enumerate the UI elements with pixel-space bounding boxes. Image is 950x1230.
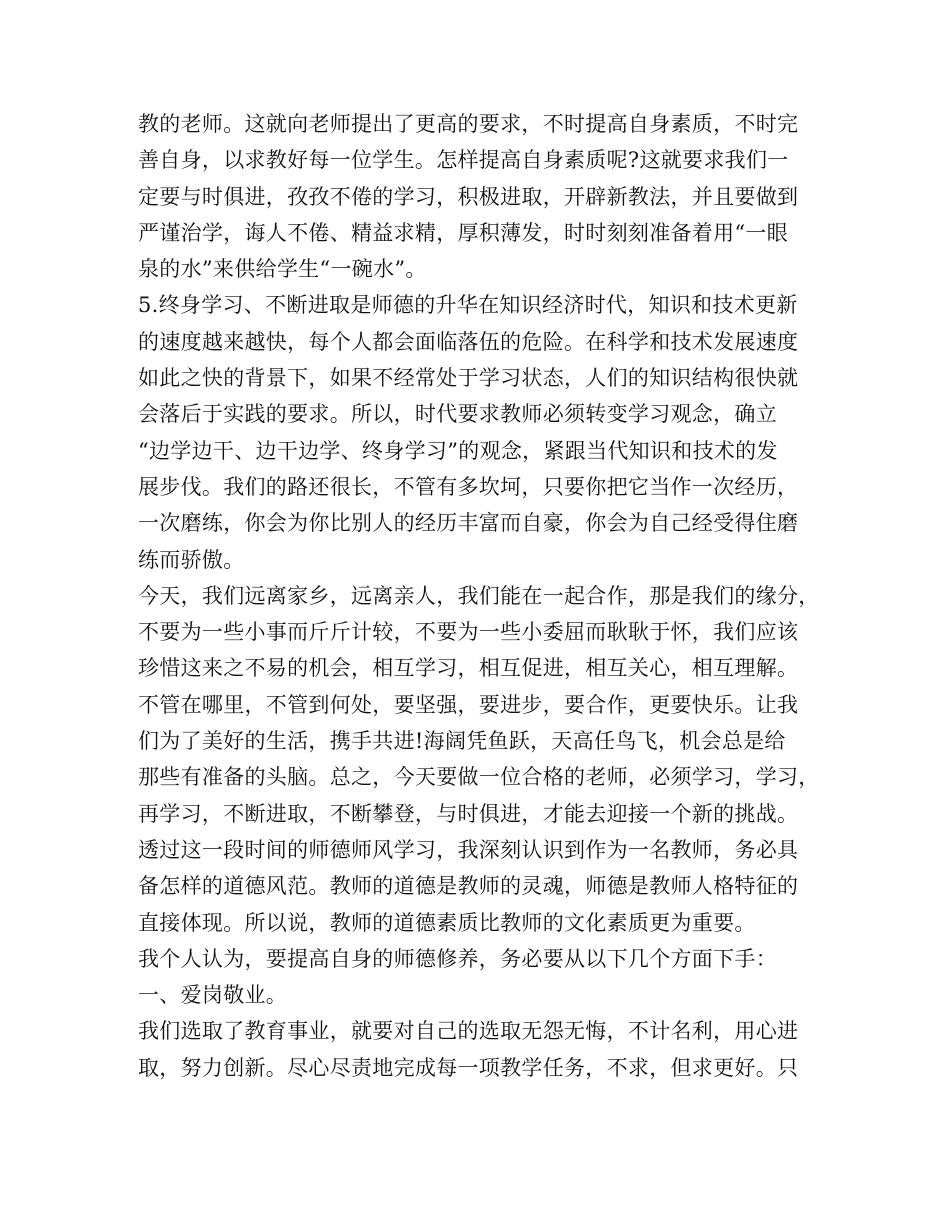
text-line: 善自身，以求教好每一位学生。怎样提高自身素质呢?这就要求我们一 [138,148,789,173]
text-line: 那些有准备的头脑。总之，今天要做一位合格的老师，必须学习，学习， [138,765,820,790]
text-line: 透过这一段时间的师德师风学习，我深刻认识到作为一名教师，务必具 [138,837,799,862]
text-line: 我个人认为，要提高自身的师德修养，务必要从以下几个方面下手： [138,946,777,971]
text-line: 珍惜这来之不易的机会，相互学习，相互促进，相互关心，相互理解。 [138,656,799,681]
text-line: 一次磨练，你会为你比别人的经历丰富而自豪，你会为自己经受得住磨 [138,511,799,536]
text-line: 练而骄傲。 [138,547,245,572]
text-line: 教的老师。这就向老师提出了更高的要求，不时提高自身素质，不时完 [138,112,799,136]
text-line: 严谨治学，诲人不倦、精益求精，厚积薄发，时时刻刻准备着用“一眼 [138,220,789,245]
section-heading: 一、爱岗敬业。 [138,983,288,1008]
document-body [138,106,818,1086]
text-line: 5.终身学习、不断进取是师德的升华在知识经济时代，知识和技术更新 [138,293,798,318]
text-line: 们为了美好的生活，携手共进!海阔凭鱼跃，天高任鸟飞，机会总是给 [138,729,786,754]
text-line: “边学边干、边干边学、终身学习”的观念，紧跟当代知识和技术的发 [138,438,778,463]
text-line: 泉的水”来供给学生“一碗水”。 [138,257,427,282]
text-line: 不要为一些小事而斤斤计较，不要为一些小委屈而耿耿于怀，我们应该 [138,620,799,645]
text-line: 展步伐。我们的路还很长，不管有多坎坷，只要你把它当作一次经历， [138,474,799,499]
text-line: 直接体现。所以说，教师的道德素质比教师的文化素质更为重要。 [138,910,756,935]
text-line: 不管在哪里，不管到何处，要坚强，要进步，要合作，更要快乐。让我 [138,692,799,717]
text-line: 定要与时俱进，孜孜不倦的学习，积极进取，开辟新教法，并且要做到 [138,184,799,209]
text-line: 的速度越来越快，每个人都会面临落伍的危险。在科学和技术发展速度 [138,329,799,354]
text-line: 我们选取了教育事业，就要对自己的选取无怨无悔，不计名利，用心进 [138,1019,799,1044]
text-line: 今天，我们远离家乡，远离亲人，我们能在一起合作，那是我们的缘分， [138,583,820,608]
text-line: 再学习，不断进取，不断攀登，与时俱进，才能去迎接一个新的挑战。 [138,801,799,826]
text-line: 备怎样的道德风范。教师的道德是教师的灵魂，师德是教师人格特征的 [138,874,799,899]
text-line: 会落后于实践的要求。所以，时代要求教师必须转变学习观念，确立 [138,402,777,427]
text-line: 取，努力创新。尽心尽责地完成每一项教学任务，不求，但求更好。只 [138,1055,799,1080]
text-line: 如此之快的背景下，如果不经常处于学习状态，人们的知识结构很快就 [138,366,799,391]
